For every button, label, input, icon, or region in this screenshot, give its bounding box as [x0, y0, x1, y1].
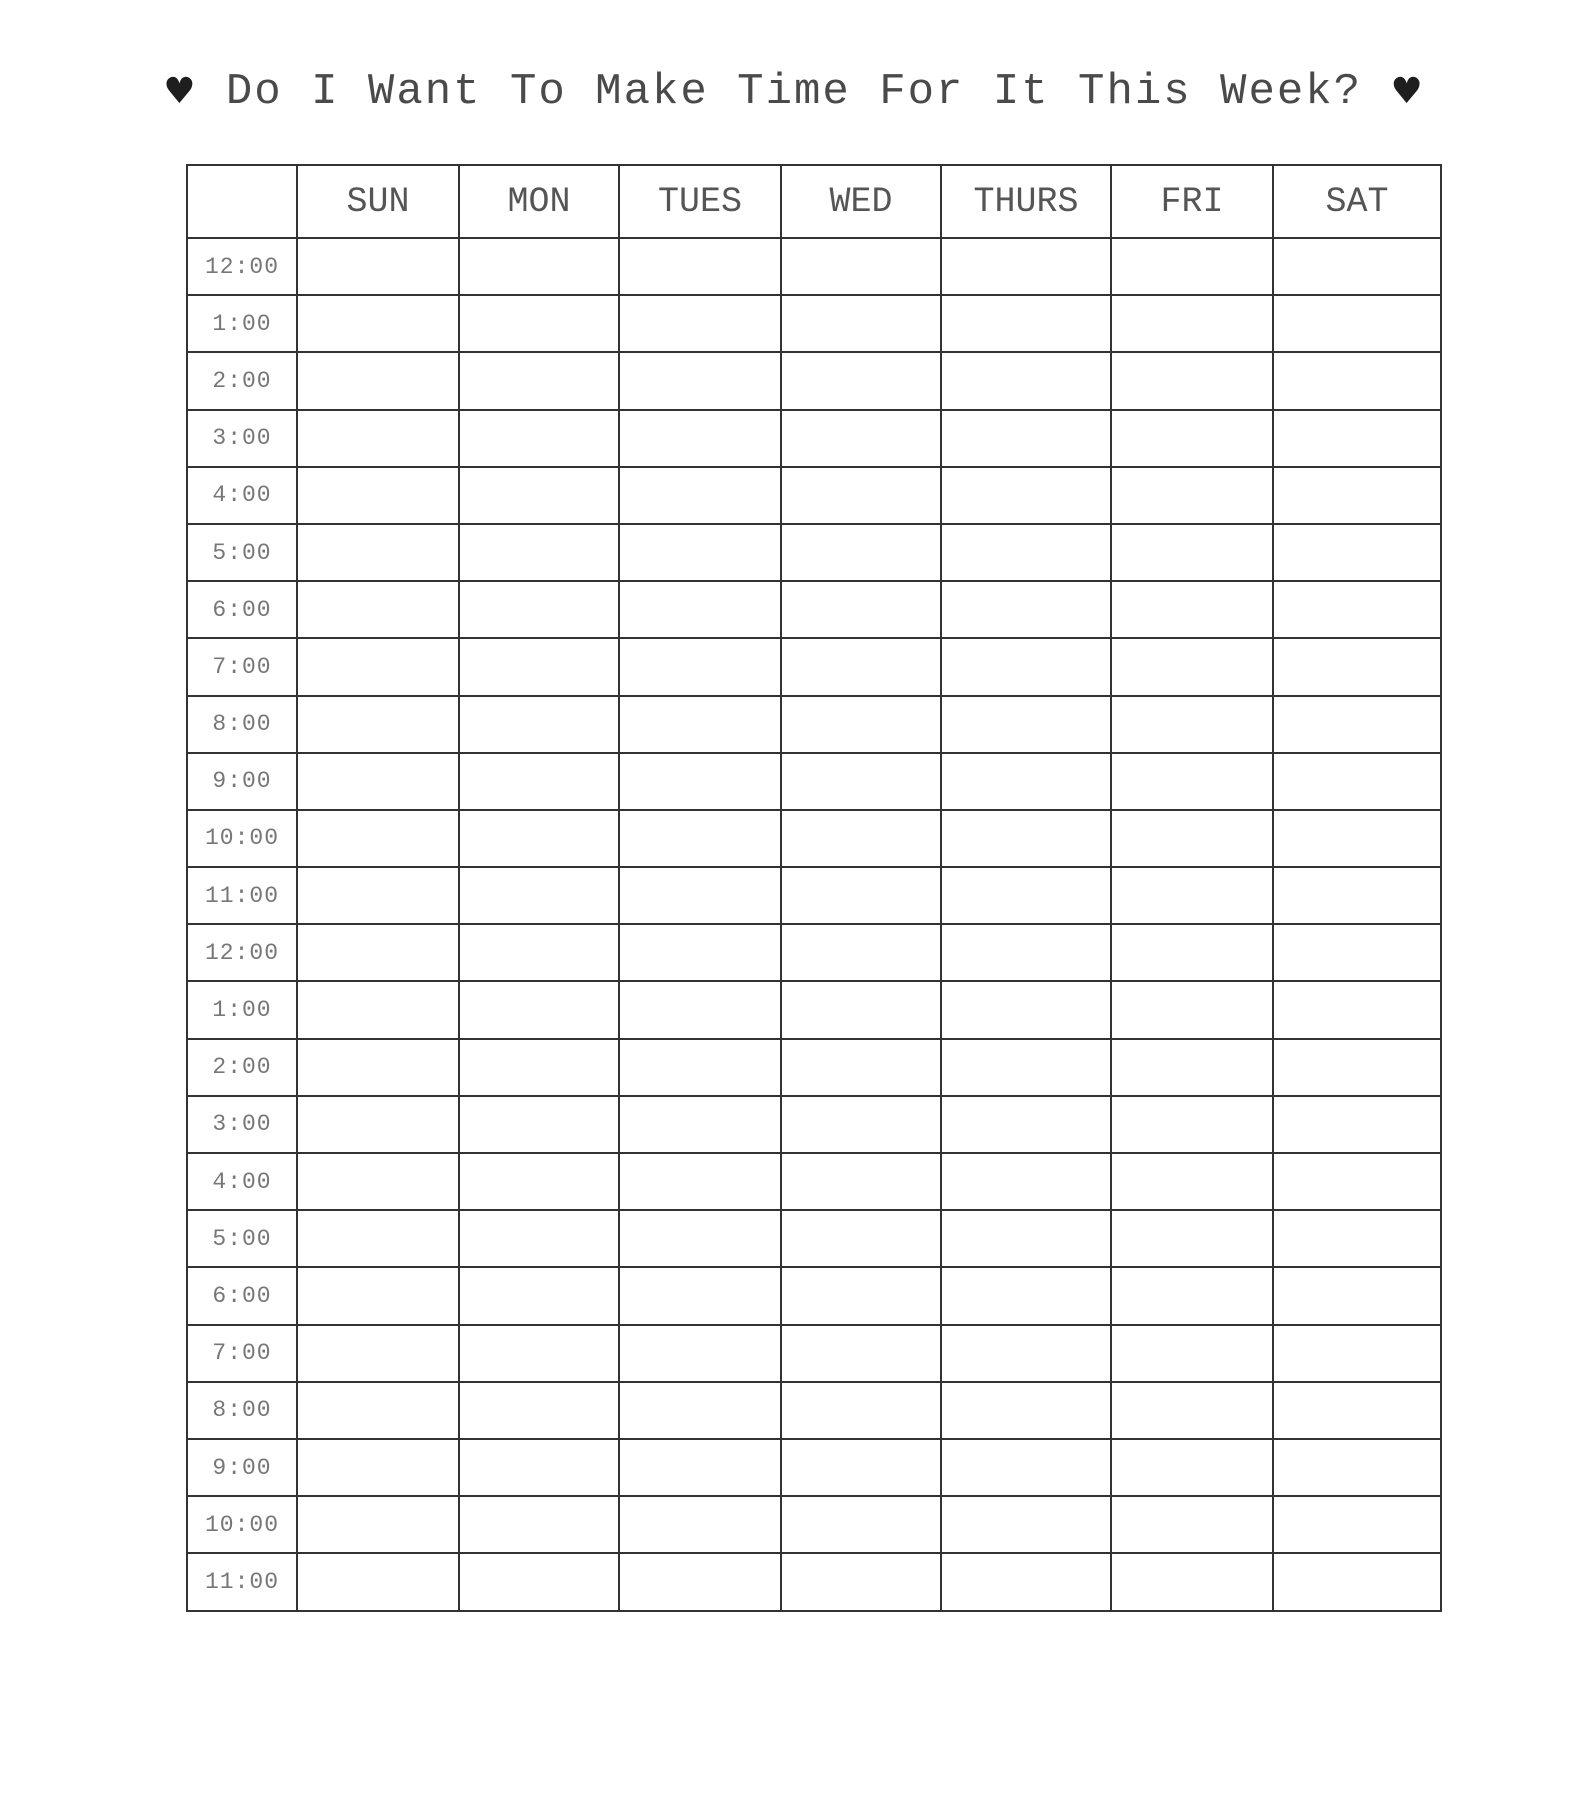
slot-cell-mon[interactable] — [459, 238, 619, 295]
slot-cell-thurs[interactable] — [941, 1382, 1111, 1439]
slot-cell-sat[interactable] — [1273, 1096, 1441, 1153]
time-slot-row — [187, 1267, 1441, 1324]
heart-icon-right: ♥ — [1390, 71, 1425, 112]
slot-cell-tues[interactable] — [619, 1553, 781, 1610]
slot-cell-sat[interactable] — [1273, 867, 1441, 924]
time-label: 1:00 — [187, 295, 297, 352]
slot-cell-fri[interactable] — [1111, 638, 1273, 695]
slot-cell-sun[interactable] — [297, 981, 459, 1038]
slot-cell-wed[interactable] — [781, 295, 941, 352]
slot-cell-sat[interactable] — [1273, 638, 1441, 695]
slot-cell-sat[interactable] — [1273, 1153, 1441, 1210]
slot-cell-wed[interactable] — [781, 352, 941, 409]
slot-cell-tues[interactable] — [619, 753, 781, 810]
slot-cell-sun[interactable] — [297, 295, 459, 352]
slot-cell-mon[interactable] — [459, 1325, 619, 1382]
slot-cell-mon[interactable] — [459, 1382, 619, 1439]
slot-cell-sun[interactable] — [297, 1039, 459, 1096]
slot-cell-thurs[interactable] — [941, 638, 1111, 695]
slot-cell-mon[interactable] — [459, 1439, 619, 1496]
page-title-text: Do I Want To Make Time For It This Week? — [225, 67, 1363, 117]
slot-cell-mon[interactable] — [459, 581, 619, 638]
slot-cell-sat[interactable] — [1273, 753, 1441, 810]
slot-cell-fri[interactable] — [1111, 467, 1273, 524]
slot-cell-mon[interactable] — [459, 981, 619, 1038]
slot-cell-tues[interactable] — [619, 1325, 781, 1382]
day-header-wed: WED — [781, 165, 941, 238]
slot-cell-thurs[interactable] — [941, 924, 1111, 981]
weekly-planner-grid — [186, 164, 1442, 1612]
slot-cell-tues[interactable] — [619, 581, 781, 638]
slot-cell-mon[interactable] — [459, 352, 619, 409]
slot-cell-thurs[interactable] — [941, 1039, 1111, 1096]
slot-cell-wed[interactable] — [781, 696, 941, 753]
slot-cell-sun[interactable] — [297, 1496, 459, 1553]
page-title — [0, 62, 1588, 122]
slot-cell-sat[interactable] — [1273, 1210, 1441, 1267]
time-label: 8:00 — [187, 1382, 297, 1439]
slot-cell-fri[interactable] — [1111, 1096, 1273, 1153]
slot-cell-fri[interactable] — [1111, 981, 1273, 1038]
slot-cell-thurs[interactable] — [941, 1325, 1111, 1382]
slot-cell-thurs[interactable] — [941, 1496, 1111, 1553]
slot-cell-fri[interactable] — [1111, 295, 1273, 352]
day-header-sun: SUN — [297, 165, 459, 238]
slot-cell-sun[interactable] — [297, 352, 459, 409]
slot-cell-sat[interactable] — [1273, 981, 1441, 1038]
time-label: 5:00 — [187, 1210, 297, 1267]
slot-cell-sat[interactable] — [1273, 1382, 1441, 1439]
slot-cell-mon[interactable] — [459, 1153, 619, 1210]
time-slot-row — [187, 981, 1441, 1038]
slot-cell-mon[interactable] — [459, 1553, 619, 1610]
slot-cell-sat[interactable] — [1273, 1553, 1441, 1610]
slot-cell-fri[interactable] — [1111, 524, 1273, 581]
slot-cell-sat[interactable] — [1273, 410, 1441, 467]
slot-cell-tues[interactable] — [619, 1096, 781, 1153]
slot-cell-tues[interactable] — [619, 524, 781, 581]
slot-cell-sun[interactable] — [297, 810, 459, 867]
slot-cell-mon[interactable] — [459, 467, 619, 524]
slot-cell-fri[interactable] — [1111, 1439, 1273, 1496]
slot-cell-wed[interactable] — [781, 524, 941, 581]
slot-cell-thurs[interactable] — [941, 1439, 1111, 1496]
slot-cell-thurs[interactable] — [941, 696, 1111, 753]
slot-cell-mon[interactable] — [459, 753, 619, 810]
day-header-sat: SAT — [1273, 165, 1441, 238]
slot-cell-tues[interactable] — [619, 1382, 781, 1439]
slot-cell-sun[interactable] — [297, 1096, 459, 1153]
slot-cell-sun[interactable] — [297, 696, 459, 753]
slot-cell-wed[interactable] — [781, 638, 941, 695]
time-label: 5:00 — [187, 524, 297, 581]
time-label: 4:00 — [187, 1153, 297, 1210]
time-label: 11:00 — [187, 1553, 297, 1610]
slot-cell-fri[interactable] — [1111, 1553, 1273, 1610]
time-slot-row — [187, 238, 1441, 295]
slot-cell-thurs[interactable] — [941, 467, 1111, 524]
slot-cell-mon[interactable] — [459, 638, 619, 695]
slot-cell-wed[interactable] — [781, 410, 941, 467]
slot-cell-tues[interactable] — [619, 467, 781, 524]
slot-cell-tues[interactable] — [619, 810, 781, 867]
time-label: 2:00 — [187, 1039, 297, 1096]
slot-cell-sun[interactable] — [297, 1439, 459, 1496]
slot-cell-wed[interactable] — [781, 1153, 941, 1210]
slot-cell-sat[interactable] — [1273, 238, 1441, 295]
time-slot-row — [187, 352, 1441, 409]
slot-cell-fri[interactable] — [1111, 696, 1273, 753]
slot-cell-thurs[interactable] — [941, 410, 1111, 467]
time-label: 12:00 — [187, 238, 297, 295]
time-slot-row — [187, 1096, 1441, 1153]
slot-cell-thurs[interactable] — [941, 981, 1111, 1038]
time-slot-row — [187, 581, 1441, 638]
time-slot-row — [187, 924, 1441, 981]
slot-cell-thurs[interactable] — [941, 581, 1111, 638]
time-label: 1:00 — [187, 981, 297, 1038]
slot-cell-wed[interactable] — [781, 1096, 941, 1153]
slot-cell-fri[interactable] — [1111, 410, 1273, 467]
slot-cell-thurs[interactable] — [941, 1153, 1111, 1210]
slot-cell-fri[interactable] — [1111, 924, 1273, 981]
slot-cell-tues[interactable] — [619, 1210, 781, 1267]
day-header-tues: TUES — [619, 165, 781, 238]
slot-cell-fri[interactable] — [1111, 1267, 1273, 1324]
time-label: 7:00 — [187, 1325, 297, 1382]
slot-cell-sun[interactable] — [297, 638, 459, 695]
slot-cell-sun[interactable] — [297, 924, 459, 981]
time-slot-row — [187, 1382, 1441, 1439]
time-label: 8:00 — [187, 696, 297, 753]
slot-cell-wed[interactable] — [781, 981, 941, 1038]
slot-cell-sun[interactable] — [297, 1325, 459, 1382]
slot-cell-mon[interactable] — [459, 1210, 619, 1267]
slot-cell-sat[interactable] — [1273, 696, 1441, 753]
slot-cell-thurs[interactable] — [941, 810, 1111, 867]
slot-cell-tues[interactable] — [619, 410, 781, 467]
time-slot-row — [187, 867, 1441, 924]
slot-cell-thurs[interactable] — [941, 1096, 1111, 1153]
slot-cell-fri[interactable] — [1111, 352, 1273, 409]
slot-cell-wed[interactable] — [781, 581, 941, 638]
day-header-row — [187, 165, 1441, 238]
slot-cell-sun[interactable] — [297, 1267, 459, 1324]
slot-cell-tues[interactable] — [619, 1267, 781, 1324]
slot-cell-wed[interactable] — [781, 753, 941, 810]
slot-cell-sat[interactable] — [1273, 352, 1441, 409]
time-label: 12:00 — [187, 924, 297, 981]
slot-cell-wed[interactable] — [781, 1210, 941, 1267]
time-label: 10:00 — [187, 1496, 297, 1553]
slot-cell-sun[interactable] — [297, 1153, 459, 1210]
slot-cell-wed[interactable] — [781, 810, 941, 867]
slot-cell-sun[interactable] — [297, 410, 459, 467]
slot-cell-thurs[interactable] — [941, 1210, 1111, 1267]
slot-cell-sat[interactable] — [1273, 924, 1441, 981]
slot-cell-tues[interactable] — [619, 238, 781, 295]
time-label: 3:00 — [187, 1096, 297, 1153]
time-slot-row — [187, 1039, 1441, 1096]
slot-cell-sun[interactable] — [297, 524, 459, 581]
slot-cell-fri[interactable] — [1111, 753, 1273, 810]
slot-cell-wed[interactable] — [781, 1267, 941, 1324]
time-label: 2:00 — [187, 352, 297, 409]
day-header-thurs: THURS — [941, 165, 1111, 238]
slot-cell-sat[interactable] — [1273, 581, 1441, 638]
time-slot-row — [187, 638, 1441, 695]
slot-cell-thurs[interactable] — [941, 1267, 1111, 1324]
time-slot-row — [187, 753, 1441, 810]
time-label: 3:00 — [187, 410, 297, 467]
slot-cell-mon[interactable] — [459, 410, 619, 467]
slot-cell-mon[interactable] — [459, 696, 619, 753]
slot-cell-wed[interactable] — [781, 1325, 941, 1382]
time-slot-row — [187, 1210, 1441, 1267]
slot-cell-sun[interactable] — [297, 238, 459, 295]
slot-cell-fri[interactable] — [1111, 1210, 1273, 1267]
slot-cell-tues[interactable] — [619, 1496, 781, 1553]
slot-cell-mon[interactable] — [459, 1496, 619, 1553]
time-slot-row — [187, 524, 1441, 581]
slot-cell-fri[interactable] — [1111, 1325, 1273, 1382]
day-header-mon: MON — [459, 165, 619, 238]
time-label: 9:00 — [187, 753, 297, 810]
time-slot-row — [187, 1153, 1441, 1210]
slot-cell-tues[interactable] — [619, 295, 781, 352]
slot-cell-tues[interactable] — [619, 1153, 781, 1210]
slot-cell-mon[interactable] — [459, 1267, 619, 1324]
slot-cell-fri[interactable] — [1111, 581, 1273, 638]
time-slot-row — [187, 1496, 1441, 1553]
time-slot-row — [187, 1325, 1441, 1382]
slot-cell-sun[interactable] — [297, 1382, 459, 1439]
slot-cell-sat[interactable] — [1273, 1496, 1441, 1553]
slot-cell-wed[interactable] — [781, 1496, 941, 1553]
time-slot-row — [187, 295, 1441, 352]
time-label: 11:00 — [187, 867, 297, 924]
slot-cell-thurs[interactable] — [941, 753, 1111, 810]
slot-cell-wed[interactable] — [781, 1382, 941, 1439]
slot-cell-thurs[interactable] — [941, 524, 1111, 581]
slot-cell-sun[interactable] — [297, 1553, 459, 1610]
time-slot-row — [187, 696, 1441, 753]
slot-cell-wed[interactable] — [781, 1439, 941, 1496]
slot-cell-sat[interactable] — [1273, 524, 1441, 581]
slot-cell-fri[interactable] — [1111, 1153, 1273, 1210]
slot-cell-sun[interactable] — [297, 581, 459, 638]
slot-cell-tues[interactable] — [619, 924, 781, 981]
slot-cell-tues[interactable] — [619, 867, 781, 924]
slot-cell-sat[interactable] — [1273, 1439, 1441, 1496]
slot-cell-thurs[interactable] — [941, 238, 1111, 295]
time-label: 6:00 — [187, 581, 297, 638]
slot-cell-mon[interactable] — [459, 1039, 619, 1096]
time-slot-row — [187, 810, 1441, 867]
slot-cell-sat[interactable] — [1273, 1267, 1441, 1324]
slot-cell-mon[interactable] — [459, 295, 619, 352]
slot-cell-fri[interactable] — [1111, 238, 1273, 295]
time-label: 4:00 — [187, 467, 297, 524]
slot-cell-tues[interactable] — [619, 638, 781, 695]
slot-cell-sat[interactable] — [1273, 467, 1441, 524]
slot-cell-sun[interactable] — [297, 1210, 459, 1267]
slot-cell-tues[interactable] — [619, 696, 781, 753]
slot-cell-mon[interactable] — [459, 867, 619, 924]
slot-cell-thurs[interactable] — [941, 867, 1111, 924]
slot-cell-wed[interactable] — [781, 1553, 941, 1610]
slot-cell-mon[interactable] — [459, 1096, 619, 1153]
slot-cell-wed[interactable] — [781, 467, 941, 524]
slot-cell-sat[interactable] — [1273, 1039, 1441, 1096]
heart-icon-left: ♥ — [163, 71, 198, 112]
slot-cell-sat[interactable] — [1273, 810, 1441, 867]
slot-cell-sat[interactable] — [1273, 1325, 1441, 1382]
time-label: 6:00 — [187, 1267, 297, 1324]
slot-cell-wed[interactable] — [781, 1039, 941, 1096]
time-slot-row — [187, 467, 1441, 524]
day-header-fri: FRI — [1111, 165, 1273, 238]
slot-cell-fri[interactable] — [1111, 1382, 1273, 1439]
time-slot-rows — [187, 238, 1441, 1611]
slot-cell-tues[interactable] — [619, 1039, 781, 1096]
time-label: 9:00 — [187, 1439, 297, 1496]
slot-cell-tues[interactable] — [619, 1439, 781, 1496]
slot-cell-mon[interactable] — [459, 524, 619, 581]
corner-cell — [187, 165, 297, 238]
slot-cell-mon[interactable] — [459, 810, 619, 867]
slot-cell-thurs[interactable] — [941, 295, 1111, 352]
slot-cell-fri[interactable] — [1111, 1039, 1273, 1096]
slot-cell-thurs[interactable] — [941, 1553, 1111, 1610]
slot-cell-wed[interactable] — [781, 867, 941, 924]
slot-cell-tues[interactable] — [619, 981, 781, 1038]
time-slot-row — [187, 410, 1441, 467]
slot-cell-fri[interactable] — [1111, 1496, 1273, 1553]
slot-cell-wed[interactable] — [781, 924, 941, 981]
slot-cell-sun[interactable] — [297, 753, 459, 810]
slot-cell-tues[interactable] — [619, 352, 781, 409]
time-slot-row — [187, 1439, 1441, 1496]
slot-cell-sat[interactable] — [1273, 295, 1441, 352]
slot-cell-mon[interactable] — [459, 924, 619, 981]
slot-cell-fri[interactable] — [1111, 810, 1273, 867]
slot-cell-sun[interactable] — [297, 467, 459, 524]
slot-cell-sun[interactable] — [297, 867, 459, 924]
slot-cell-thurs[interactable] — [941, 352, 1111, 409]
slot-cell-fri[interactable] — [1111, 867, 1273, 924]
time-label: 10:00 — [187, 810, 297, 867]
slot-cell-wed[interactable] — [781, 238, 941, 295]
time-label: 7:00 — [187, 638, 297, 695]
time-slot-row — [187, 1553, 1441, 1610]
